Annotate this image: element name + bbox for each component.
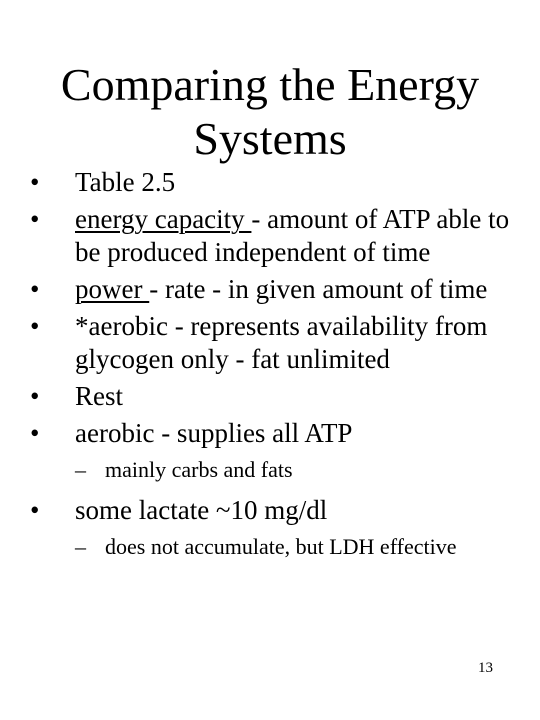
bullet-dot-icon: • xyxy=(30,274,40,304)
bullet-text: - amount of ATP able to be produced independent of time xyxy=(75,204,510,267)
bullet-dot-icon: • xyxy=(30,311,40,341)
slide-title xyxy=(40,58,500,166)
bullet-item xyxy=(30,417,520,450)
bullet-item xyxy=(30,166,520,199)
bullet-item xyxy=(30,494,520,527)
bullet-text: aerobic - supplies all ATP xyxy=(75,418,353,448)
sub-bullet-text: mainly carbs and fats xyxy=(105,457,293,482)
bullet-item xyxy=(30,273,520,306)
title-line-1: Comparing the Energy xyxy=(60,59,480,110)
bullet-item xyxy=(30,380,520,413)
bullet-text: Rest xyxy=(75,381,124,411)
sub-bullet-text: does not accumulate, but LDH effective xyxy=(105,534,457,559)
bullet-text: Table 2.5 xyxy=(75,167,176,197)
dash-icon: – xyxy=(75,457,86,482)
bullet-dot-icon: • xyxy=(30,167,40,197)
bullet-item xyxy=(30,203,520,269)
bullet-dot-icon: • xyxy=(30,381,40,411)
sub-bullet-item xyxy=(30,456,520,484)
bullet-dot-icon: • xyxy=(30,495,40,525)
bullet-text: - rate - in given amount of time xyxy=(149,274,488,304)
bullet-item xyxy=(30,310,520,376)
bullet-dot-icon: • xyxy=(30,418,40,448)
dash-icon: – xyxy=(75,534,86,559)
bullet-text: some lactate ~10 mg/dl xyxy=(75,495,328,525)
bullet-dot-icon: • xyxy=(30,204,40,234)
bullet-list xyxy=(30,166,520,571)
term-power: power xyxy=(75,274,150,304)
page-number: 13 xyxy=(478,660,493,676)
title-line-2: Systems xyxy=(193,113,347,164)
sub-bullet-item xyxy=(30,533,520,561)
term-energy-capacity: energy capacity xyxy=(75,204,252,234)
bullet-text: *aerobic - represents availability from glycogen only - fat unlimited xyxy=(75,311,488,374)
